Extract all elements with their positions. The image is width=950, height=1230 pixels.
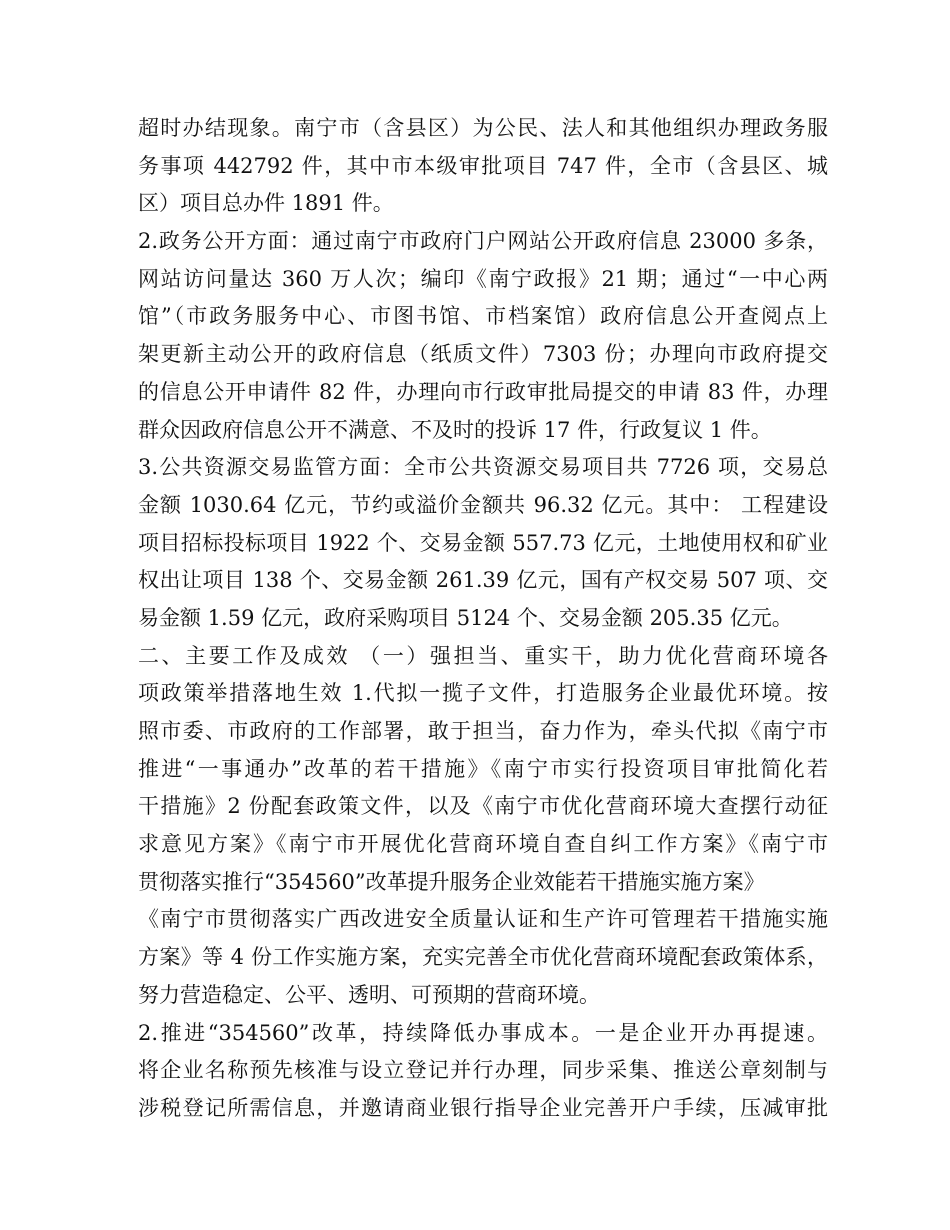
text-line: 的信息公开申请件 82 件，办理向市行政审批局提交的申请 83 件，办理: [138, 379, 828, 404]
text-line: 务事项 442792 件，其中市本级审批项目 747 件，全市（含县区、城: [138, 153, 828, 178]
text-line: 努力营造稳定、公平、透明、可预期的营商环境。: [138, 982, 600, 1007]
text-line: 易金额 1.59 亿元，政府采购项目 5124 个、交易金额 205.35 亿元。: [138, 605, 793, 630]
text-line: 3.公共资源交易监管方面：全市公共资源交易项目共 7726 项，交易总: [138, 455, 828, 480]
text-line: 2.推进“354560”改革，持续降低办事成本。一是企业开办再提速。: [138, 1020, 828, 1045]
text-line: 权出让项目 138 个、交易金额 261.39 亿元，国有产权交易 507 项、交: [138, 568, 828, 593]
text-line: 照市委、市政府的工作部署，敢于担当，奋力作为，牵头代拟《南宁市: [138, 719, 828, 743]
text-line: 项政策举措落地生效 1.代拟一揽子文件，打造服务企业最优环境。按: [138, 681, 828, 706]
text-line: 架更新主动公开的政府信息（纸质文件）7303 份；办理向市政府提交: [138, 342, 828, 367]
text-line: 群众因政府信息公开不满意、不及时的投诉 17 件，行政复议 1 件。: [138, 417, 772, 442]
text-line: 将企业名称预先核准与设立登记并行办理，同步采集、推送公章刻制与: [138, 1058, 828, 1083]
text-line: 网站访问量达 360 万人次；编印《南宁政报》21 期；通过“一中心两: [138, 266, 828, 291]
document-body-text: [138, 110, 828, 1128]
text-line: 区）项目总办件 1891 件。: [138, 191, 394, 216]
text-line: 求意见方案》《南宁市开展优化营商环境自查自纠工作方案》《南宁市: [138, 832, 828, 857]
text-line: 方案》等 4 份工作实施方案，充实完善全市优化营商环境配套政策体系，: [138, 945, 828, 970]
text-line: 贯彻落实推行“354560”改革提升服务企业效能若干措施实施方案》: [138, 869, 765, 894]
text-line: 涉税登记所需信息，并邀请商业银行指导企业完善开户手续，压减审批: [138, 1095, 828, 1120]
text-line: 馆”（市政务服务中心、市图书馆、市档案馆）政府信息公开查阅点上: [138, 304, 828, 329]
text-line: 干措施》2 份配套政策文件，以及《南宁市优化营商环境大查摆行动征: [138, 794, 828, 819]
text-line: 超时办结现象。南宁市（含县区）为公民、法人和其他组织办理政务服: [138, 116, 828, 140]
text-line: 2.政务公开方面：通过南宁市政府门户网站公开政府信息 23000 多条，: [138, 229, 828, 254]
text-line: 《南宁市贯彻落实广西改进安全质量认证和生产许可管理若干措施实施: [138, 907, 828, 932]
text-line: 二、主要工作及成效 （一）强担当、重实干，助力优化营商环境各: [138, 643, 828, 668]
text-line: 项目招标投标项目 1922 个、交易金额 557.73 亿元，土地使用权和矿业: [138, 530, 828, 555]
text-line: 金额 1030.64 亿元，节约或溢价金额共 96.32 亿元。其中： 工程建设: [138, 492, 828, 517]
text-line: 推进“一事通办”改革的若干措施》《南宁市实行投资项目审批简化若: [138, 756, 828, 781]
